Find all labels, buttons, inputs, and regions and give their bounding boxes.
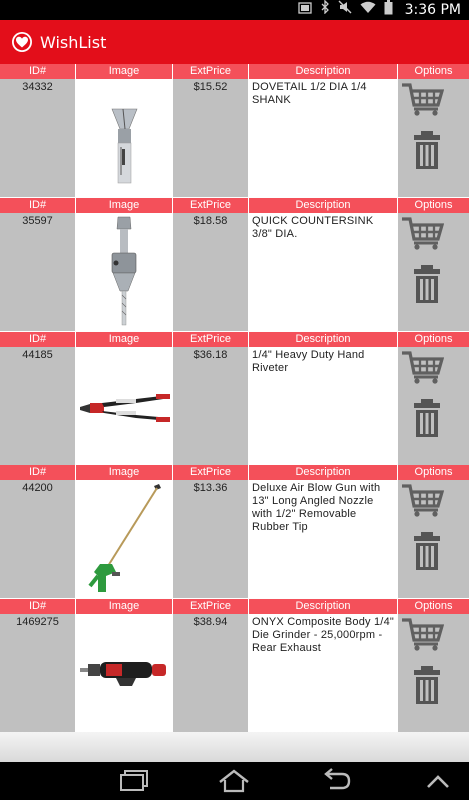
price-header: ExtPrice <box>173 332 248 347</box>
description-cell <box>249 599 398 732</box>
image-header: Image <box>76 64 172 79</box>
recent-apps-icon[interactable] <box>113 767 153 795</box>
wishlist-item <box>0 64 469 197</box>
hand-riveter-image[interactable] <box>76 347 173 465</box>
status-icons <box>298 0 461 20</box>
wifi-icon <box>360 0 376 20</box>
cart-icon[interactable] <box>400 616 444 652</box>
item-id: 35597 <box>22 215 53 227</box>
item-price: $38.94 <box>193 616 228 628</box>
id-header: ID# <box>0 332 75 347</box>
mute-icon <box>338 0 352 20</box>
status-bar <box>0 0 469 20</box>
air-blow-gun-image[interactable] <box>76 480 173 598</box>
price-header: ExtPrice <box>173 64 248 79</box>
heart-icon[interactable] <box>11 31 33 53</box>
description-header: Description <box>249 64 397 79</box>
price-cell <box>173 332 249 465</box>
wishlist-table <box>0 64 469 732</box>
wishlist-item <box>0 332 469 465</box>
item-description: Deluxe Air Blow Gun with 13" Long Angled Nozzle with 1/2" Removable Rubber Tip <box>252 482 381 533</box>
screenshot-icon <box>298 0 312 20</box>
item-id: 44185 <box>22 349 53 361</box>
options-cell <box>398 64 469 197</box>
description-header: Description <box>249 198 397 213</box>
back-icon[interactable] <box>316 767 356 795</box>
price-cell <box>173 599 249 732</box>
image-header: Image <box>76 599 172 614</box>
countersink-bit-image[interactable] <box>76 213 173 331</box>
item-price: $15.52 <box>193 81 228 93</box>
wishlist-item <box>0 198 469 331</box>
options-cell <box>398 599 469 732</box>
trash-icon[interactable] <box>414 131 440 169</box>
options-cell <box>398 332 469 465</box>
item-price: $36.18 <box>193 349 228 361</box>
description-header: Description <box>249 332 397 347</box>
cart-icon[interactable] <box>400 81 444 117</box>
price-header: ExtPrice <box>173 599 248 614</box>
wishlist-item <box>0 465 469 598</box>
cart-icon[interactable] <box>400 215 444 251</box>
description-header: Description <box>249 465 397 480</box>
id-header: ID# <box>0 599 75 614</box>
bluetooth-icon <box>320 0 330 20</box>
id-header: ID# <box>0 64 75 79</box>
app-title: WishList <box>40 32 107 52</box>
item-price: $18.58 <box>193 215 228 227</box>
options-header: Options <box>398 64 469 79</box>
options-header: Options <box>398 465 469 480</box>
image-cell <box>76 64 173 197</box>
description-cell <box>249 64 398 197</box>
app-bar <box>0 20 469 64</box>
price-cell <box>173 198 249 331</box>
options-header: Options <box>398 198 469 213</box>
description-cell <box>249 198 398 331</box>
item-description: QUICK COUNTERSINK 3/8" DIA. <box>252 215 374 240</box>
item-description: ONYX Composite Body 1/4" Die Grinder - 25,000rpm - Rear Exhaust <box>252 616 394 654</box>
description-cell <box>249 332 398 465</box>
description-header: Description <box>249 599 397 614</box>
trash-icon[interactable] <box>414 666 440 704</box>
menu-up-icon[interactable] <box>418 767 458 795</box>
price-header: ExtPrice <box>173 198 248 213</box>
id-cell <box>0 332 76 465</box>
id-cell <box>0 465 76 598</box>
battery-icon <box>384 0 393 21</box>
footer-strip <box>0 732 469 762</box>
image-cell <box>76 332 173 465</box>
description-cell <box>249 465 398 598</box>
navigation-bar <box>0 762 469 800</box>
item-description: DOVETAIL 1/2 DIA 1/4 SHANK <box>252 81 367 106</box>
id-cell <box>0 599 76 732</box>
id-cell <box>0 198 76 331</box>
image-header: Image <box>76 198 172 213</box>
image-cell <box>76 198 173 331</box>
price-cell <box>173 465 249 598</box>
status-time: 3:36 PM <box>404 2 461 18</box>
item-description: 1/4" Heavy Duty Hand Riveter <box>252 349 365 374</box>
image-cell <box>76 599 173 732</box>
cart-icon[interactable] <box>400 349 444 385</box>
item-id: 44200 <box>22 482 53 494</box>
id-header: ID# <box>0 465 75 480</box>
image-header: Image <box>76 332 172 347</box>
item-id: 34332 <box>22 81 53 93</box>
price-cell <box>173 64 249 197</box>
options-cell <box>398 198 469 331</box>
image-header: Image <box>76 465 172 480</box>
options-cell <box>398 465 469 598</box>
options-header: Options <box>398 332 469 347</box>
image-cell <box>76 465 173 598</box>
price-header: ExtPrice <box>173 465 248 480</box>
trash-icon[interactable] <box>414 532 440 570</box>
trash-icon[interactable] <box>414 399 440 437</box>
id-cell <box>0 64 76 197</box>
options-header: Options <box>398 599 469 614</box>
cart-icon[interactable] <box>400 482 444 518</box>
trash-icon[interactable] <box>414 265 440 303</box>
item-price: $13.36 <box>193 482 228 494</box>
die-grinder-image[interactable] <box>76 614 173 732</box>
home-icon[interactable] <box>214 767 254 795</box>
id-header: ID# <box>0 198 75 213</box>
dovetail-router-bit-image[interactable] <box>76 79 173 197</box>
wishlist-item <box>0 599 469 732</box>
item-id: 1469275 <box>16 616 59 628</box>
